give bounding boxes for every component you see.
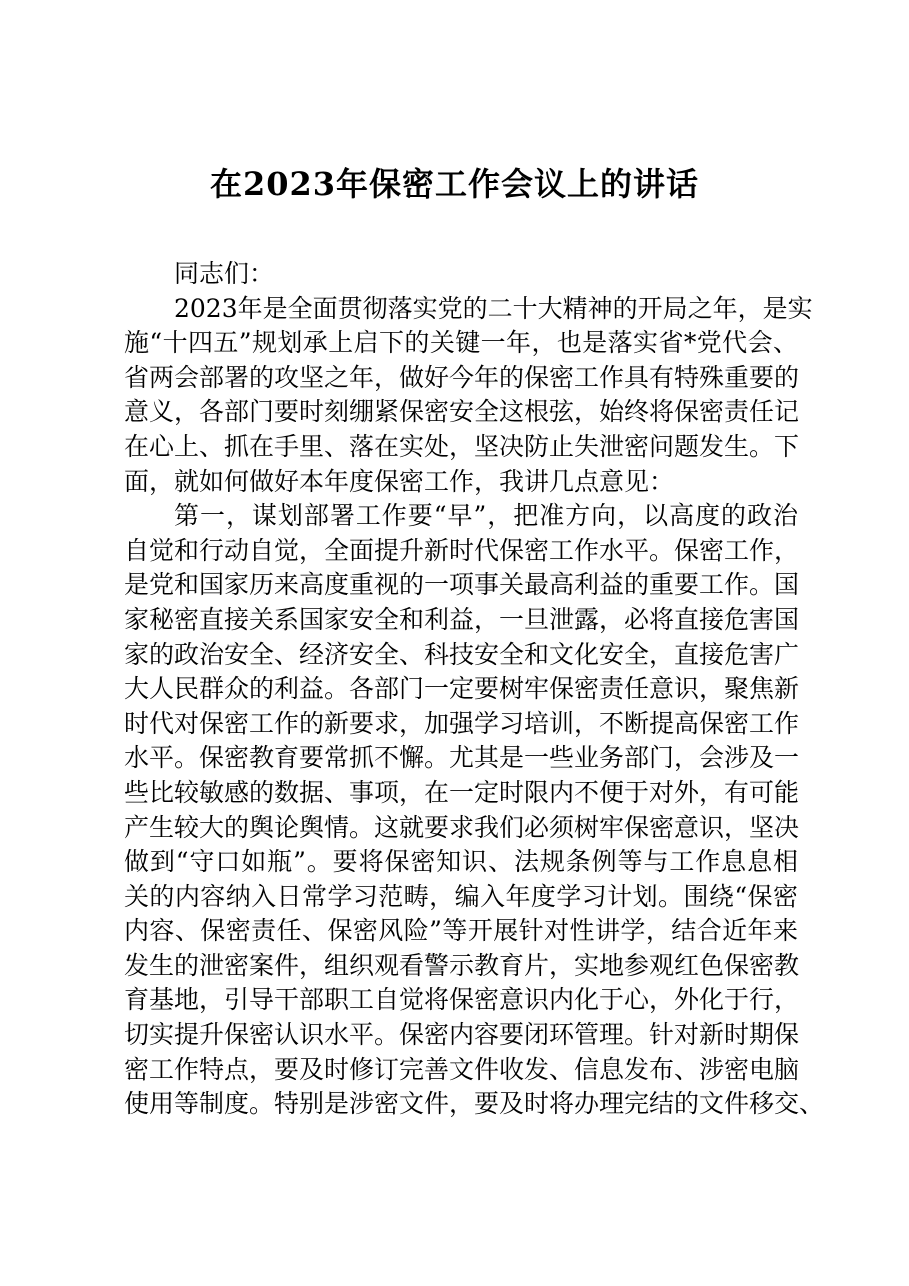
paragraph-line: 大人民群众的利益。各部门一定要树牢保密责任意识，聚焦新 — [124, 674, 800, 704]
paragraph-line: 施“十四五”规划承上启下的关键一年，也是落实省*党代会、 — [124, 328, 798, 358]
paragraph-line: 是党和国家历来高度重视的一项事关最高利益的重要工作。国 — [124, 570, 800, 600]
paragraph-line: 关的内容纳入日常学习范畴，编入年度学习计划。围绕“保密 — [124, 881, 798, 911]
paragraph-line: 产生较大的舆论舆情。这就要求我们必须树牢保密意识，坚决 — [124, 812, 800, 842]
paragraph-line: 内容、保密责任、保密风险”等开展针对性讲学，结合近年来 — [124, 916, 798, 946]
document-body — [124, 257, 825, 1122]
paragraph-line: 在心上、抓在手里、落在实处，坚决防止失泄密问题发生。下 — [124, 431, 800, 461]
salutation: 同志们： — [174, 259, 275, 288]
paragraph-line: 做到“守口如瓶”。要将保密知识、法规条例等与工作息息相 — [124, 847, 798, 877]
paragraph-line: 切实提升保密认识水平。保密内容要闭环管理。针对新时期保 — [124, 1020, 800, 1050]
paragraph-line: 育基地，引导干部职工自觉将保密意识内化于心，外化于行， — [124, 985, 800, 1015]
paragraph-line: 时代对保密工作的新要求，加强学习培训，不断提高保密工作 — [124, 708, 800, 738]
document-title: 在2023年保密工作会议上的讲话 — [209, 165, 700, 203]
paragraph-line: 密工作特点，要及时修订完善文件收发、信息发布、涉密电脑 — [124, 1054, 800, 1084]
paragraph-line: 2023年是全面贯彻落实党的二十大精神的开局之年，是实 — [174, 293, 813, 323]
paragraph-line: 些比较敏感的数据、事项，在一定时限内不便于对外，有可能 — [124, 777, 800, 807]
paragraph-line: 使用等制度。特别是涉密文件，要及时将办理完结的文件移交、 — [124, 1089, 825, 1119]
paragraph-line: 发生的泄密案件，组织观看警示教育片，实地参观红色保密教 — [124, 950, 800, 980]
paragraph-line: 第一，谋划部署工作要“早”，把准方向，以高度的政治 — [174, 501, 798, 531]
paragraph-line: 家秘密直接关系国家安全和利益，一旦泄露，必将直接危害国 — [124, 604, 800, 634]
paragraph-line: 省两会部署的攻坚之年，做好今年的保密工作具有特殊重要的 — [124, 362, 800, 392]
paragraph-line: 面，就如何做好本年度保密工作，我讲几点意见： — [124, 466, 675, 496]
paragraph-line: 自觉和行动自觉，全面提升新时代保密工作水平。保密工作， — [124, 535, 800, 565]
paragraph-line: 水平。保密教育要常抓不懈。尤其是一些业务部门，会涉及一 — [124, 743, 800, 773]
paragraph-line: 家的政治安全、经济安全、科技安全和文化安全，直接危害广 — [124, 639, 800, 669]
paragraph-line: 意义，各部门要时刻绷紧保密安全这根弦，始终将保密责任记 — [124, 397, 800, 427]
